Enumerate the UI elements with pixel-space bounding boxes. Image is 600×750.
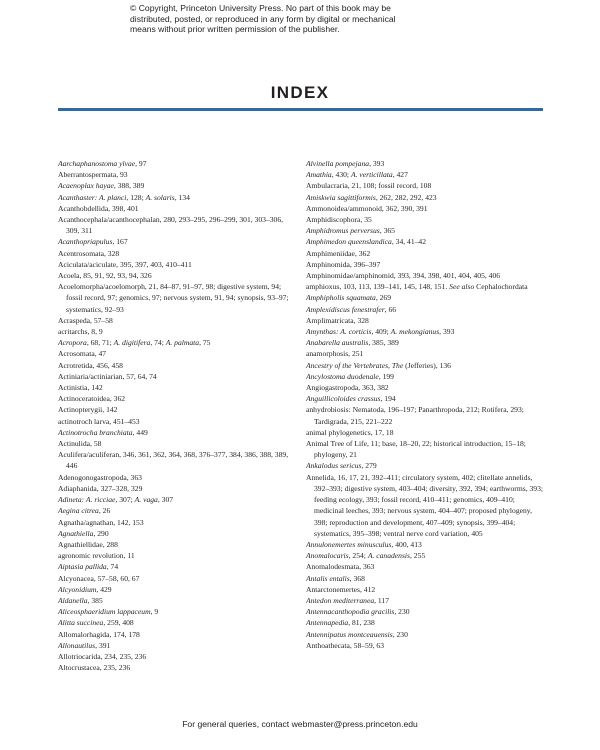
italic-term: A. verticillata	[350, 170, 393, 180]
index-entry	[58, 158, 296, 169]
index-entry	[306, 472, 544, 539]
entry-text: , 430;	[331, 170, 351, 180]
entry-text: Aciculata/aciculate, 395, 397, 403, 410–411	[58, 259, 192, 269]
italic-term: Antalis entalis	[306, 573, 350, 583]
index-entry	[58, 629, 296, 640]
italic-term: A. vaga	[134, 495, 158, 505]
index-entry	[306, 640, 544, 651]
index-entry	[306, 292, 544, 303]
index-column-left	[58, 158, 296, 673]
index-entry	[58, 595, 296, 606]
entry-text: Amphidiscophora, 35	[306, 215, 372, 225]
italic-term: Anomalocaris	[306, 551, 349, 561]
entry-text: Allomalorhagida, 174, 178	[58, 629, 140, 639]
index-entry	[306, 236, 544, 247]
italic-term: Aliceosphaeridium lappaceum	[58, 607, 151, 617]
entry-text: amphioxus, 103, 113, 139–141, 145, 148, 151.	[306, 282, 450, 292]
entry-text: , 262, 282, 292, 423	[375, 192, 437, 202]
index-entry	[306, 281, 544, 292]
entry-text: anamorphosis, 251	[306, 349, 364, 359]
entry-text: Anthoathecata, 58–59, 63	[306, 640, 385, 650]
index-entry	[58, 326, 296, 337]
entry-text: Angiogastropoda, 363, 382	[306, 383, 389, 393]
entry-text: agronomic revolution, 11	[58, 551, 135, 561]
entry-text: , 290	[93, 528, 109, 538]
entry-text: , 307	[157, 495, 174, 505]
index-entry	[306, 203, 544, 214]
index-entry	[58, 483, 296, 494]
italic-term: Alvinella pompejana	[306, 159, 370, 168]
entry-text: , 34, 41–42	[391, 237, 427, 247]
copyright-line: distributed, posted, or reproduced in any form by digital or mechanical	[130, 13, 396, 24]
entry-text: Actinulida, 58	[58, 439, 102, 449]
index-entry	[306, 315, 544, 326]
entry-text: , 74;	[150, 338, 166, 348]
index-entry	[58, 505, 296, 516]
entry-text: , 134	[174, 192, 190, 202]
entry-text: , 230	[392, 629, 408, 639]
italic-term: Aldanella	[58, 595, 88, 605]
entry-text: , 307;	[115, 495, 135, 505]
entry-text: Acanthocephala/acanthocephalan, 280, 293–295, 296–299, 301, 303–306, 309, 311	[58, 215, 284, 236]
italic-term: Alitta succinea	[58, 618, 104, 628]
index-entry	[58, 337, 296, 348]
entry-text: Agnathiellidae, 288	[58, 539, 118, 549]
index-entry	[306, 393, 544, 404]
index-entry	[58, 528, 296, 539]
italic-term: Amathia	[306, 170, 332, 180]
entry-text: , 199	[378, 371, 394, 381]
italic-term: Allonautilus	[58, 640, 96, 650]
index-entry	[58, 169, 296, 180]
italic-term: See also	[449, 282, 475, 292]
italic-term: Ankalodus sericus	[306, 461, 362, 471]
index-entry	[306, 214, 544, 225]
entry-text: Acrosomata, 47	[58, 349, 107, 359]
index-entry	[58, 584, 296, 595]
entry-text: Annelida, 16, 17, 21, 392–411; circulatory system, 402; clitellate annelids, 392–393; digestive system, 403–404; diversity, 392, 394; earthworms, 393; feeding ecology, 393; fossil record, 410–411; genomics, 409–410; medicinal leeches, 393; nervous system, 404–407; proposed phylogeny, 398; reproduction and development, 407–409; synopsis, 399–404; systematics, 395–398; ventral nerve cord variation, 405	[306, 472, 543, 538]
entry-text: Amplimatricata, 328	[306, 315, 369, 325]
index-column-right	[306, 158, 544, 651]
entry-text: , 365	[379, 226, 395, 236]
index-entry	[58, 662, 296, 673]
index-entry	[58, 393, 296, 404]
index-entry	[306, 371, 544, 382]
entry-text: Acoelomorpha/acoelomorph, 21, 84–87, 91–97, 98; digestive system, 94; fossil record, 97; genomics, 97; nervous system, 91, 94; synopsis, 93–97; systematics, 92–93	[58, 282, 289, 314]
index-entry	[58, 203, 296, 214]
entry-text: Animal Tree of Life, 11; base, 18–20, 22; historical introduction, 15–18; phylogeny, 21	[306, 439, 526, 460]
copyright-line: © Copyright, Princeton University Press. No part of this book may be	[130, 3, 391, 13]
entry-text: Amphinomida, 396–397	[306, 259, 381, 269]
entry-text: , 368	[349, 573, 365, 583]
entry-text: , 167	[112, 237, 128, 247]
index-entry	[58, 315, 296, 326]
entry-text: Agnatha/agnathan, 142, 153	[58, 517, 144, 527]
index-entry	[306, 304, 544, 315]
entry-text: , 194	[380, 394, 396, 404]
index-entry	[306, 573, 544, 584]
entry-text: Aberrantospermata, 93	[58, 170, 128, 180]
entry-text: acritarchs, 8, 9	[58, 327, 103, 337]
entry-text: (Jefferies), 136	[403, 360, 451, 370]
italic-term: Anabarella australis	[306, 338, 369, 348]
entry-text: , 26	[98, 506, 111, 516]
entry-text: , 409;	[371, 327, 391, 337]
index-entry	[58, 416, 296, 427]
entry-text: , 117	[374, 595, 390, 605]
entry-text: , 81, 238	[348, 618, 375, 628]
entry-text: Alcyonacea, 57–58, 60, 67	[58, 573, 140, 583]
entry-text: Anomalodesmata, 363	[306, 562, 375, 572]
entry-text: , 393	[369, 159, 385, 168]
entry-text: , 269	[375, 293, 392, 303]
index-entry	[306, 158, 544, 169]
entry-text: , 255	[410, 551, 426, 561]
index-entry	[58, 550, 296, 561]
index-entry	[306, 169, 544, 180]
entry-text: , 393	[439, 327, 455, 337]
italic-term: Amplexidiscus fenestrafer	[306, 304, 385, 314]
italic-term: Aarchaphanostoma ylvae	[58, 159, 136, 168]
entry-text: Acoela, 85, 91, 92, 93, 94, 326	[58, 271, 152, 281]
italic-term: Antennapedia	[306, 618, 349, 628]
italic-term: Acanthopriapulus	[58, 237, 113, 247]
italic-term: Amphidromus perversus	[306, 226, 380, 236]
entry-text: Acrotretida, 456, 458	[58, 360, 123, 370]
index-entry	[58, 427, 296, 438]
entry-text: animal phylogenetics, 17, 18	[306, 427, 394, 437]
entry-text: Amphimeniidae, 362	[306, 248, 371, 258]
entry-text: , 388, 389	[113, 181, 145, 191]
entry-text: , 400, 413	[391, 539, 422, 549]
index-entry	[306, 225, 544, 236]
index-entry	[306, 617, 544, 628]
index-entry	[58, 248, 296, 259]
title-rule	[58, 108, 543, 111]
entry-text: , 97	[135, 159, 147, 168]
entry-text: Adiaphanida, 327–328, 329	[58, 483, 143, 493]
index-entry	[58, 438, 296, 449]
entry-text: , 259, 408	[103, 618, 134, 628]
italic-term: A. palmata	[165, 338, 200, 348]
index-entry	[58, 561, 296, 572]
index-entry	[58, 449, 296, 471]
italic-term: Ancestry of the Vertebrates, The	[306, 360, 404, 370]
entry-text: , 74	[106, 562, 119, 572]
entry-text: , 429	[96, 584, 112, 594]
index-entry	[58, 606, 296, 617]
index-entry	[58, 404, 296, 415]
italic-term: A. mekongianus	[390, 327, 440, 337]
entry-text: , 254;	[348, 551, 368, 561]
entry-text: Aculifera/aculiferan, 346, 361, 362, 364, 368, 376–377, 384, 386, 388, 389, 446	[58, 450, 289, 471]
index-entry	[58, 180, 296, 191]
footer-contact: For general queries, contact webmaster@press.princeton.edu	[182, 719, 418, 729]
entry-text: Acanthobdellida, 398, 401	[58, 203, 139, 213]
index-entry	[58, 348, 296, 359]
index-entry	[306, 550, 544, 561]
entry-text: , 385, 389	[368, 338, 399, 348]
index-entry	[58, 259, 296, 270]
entry-text: Actinoceratoidea, 362	[58, 394, 126, 404]
italic-term: Antennipatus montceauensis	[306, 629, 393, 639]
entry-text: , 427	[392, 170, 408, 180]
index-entry	[58, 651, 296, 662]
index-entry	[306, 606, 544, 617]
entry-text: , 385	[87, 595, 103, 605]
italic-term: Amiskwia sagittiformis	[306, 192, 376, 202]
entry-text: Ambulacraria, 21, 108; fossil record, 108	[306, 181, 432, 191]
entry-text: Acentrosomata, 328	[58, 248, 120, 258]
index-entry	[58, 270, 296, 281]
italic-term: Annulonemertes minusculus	[306, 539, 392, 549]
entry-text: , 75	[199, 338, 211, 348]
entry-text: Cephalochordata	[474, 282, 528, 292]
entry-text: , 449	[132, 427, 148, 437]
italic-term: A. digitifera	[113, 338, 151, 348]
copyright-notice	[130, 3, 470, 35]
entry-text: Acraspeda, 57–58	[58, 315, 113, 325]
italic-term: Alcyonidium	[58, 584, 97, 594]
entry-text: , 128;	[126, 192, 146, 202]
italic-term: Anguillicoloides crassus	[306, 394, 381, 404]
italic-term: A. solaris	[145, 192, 175, 202]
italic-term: Amphimedon queenslandica	[306, 237, 392, 247]
entry-text: actinotroch larva, 451–453	[58, 416, 140, 426]
index-entry	[58, 573, 296, 584]
italic-term: Actinotrocha branchiata	[58, 427, 133, 437]
index-entry	[306, 460, 544, 471]
index-entry	[306, 539, 544, 550]
entry-text: Actinistia, 142	[58, 383, 103, 393]
index-entry	[58, 214, 296, 236]
italic-term: Aiptasia pallida	[58, 562, 107, 572]
entry-text: anhydrobiosis: Nematoda, 196–197; Panarthropoda, 212; Rotifera, 293; Tardigrada, 215, 221–222	[306, 405, 524, 426]
index-entry	[58, 494, 296, 505]
entry-text: , 66	[384, 304, 397, 314]
index-entry	[58, 371, 296, 382]
italic-term: Amphipholis squamata	[306, 293, 376, 303]
entry-text: Actiniaria/actiniarian, 57, 64, 74	[58, 371, 157, 381]
entry-text: Adenogonogastropoda, 363	[58, 472, 142, 482]
index-entry	[58, 382, 296, 393]
index-entry	[306, 404, 544, 426]
index-entry	[306, 561, 544, 572]
index-entry	[306, 180, 544, 191]
index-entry	[58, 192, 296, 203]
italic-term: A. canadensis	[367, 551, 410, 561]
index-entry	[306, 270, 544, 281]
index-entry	[306, 259, 544, 270]
entry-text: Antarctonemertes, 412	[306, 584, 376, 594]
copyright-line: means without prior written permission of the publisher.	[130, 24, 340, 34]
italic-term: Antedon mediterranea	[306, 595, 375, 605]
index-entry	[306, 584, 544, 595]
entry-text: , 68, 71;	[86, 338, 114, 348]
entry-text: Amphinomidae/amphinomid, 393, 394, 398, 401, 404, 405, 406	[306, 271, 501, 281]
italic-term: Acropora	[58, 338, 87, 348]
italic-term: Ancylostoma duodenale	[306, 371, 379, 381]
index-entry	[58, 360, 296, 371]
italic-term: Adineta: A. ricciae	[58, 495, 116, 505]
index-entry	[58, 517, 296, 528]
index-entry	[306, 382, 544, 393]
index-entry	[306, 348, 544, 359]
index-entry	[306, 248, 544, 259]
index-entry	[306, 360, 544, 371]
italic-term: Aegina citrea	[58, 506, 99, 516]
italic-term: Amynthas: A. corticis	[306, 327, 372, 337]
index-entry	[306, 438, 544, 460]
index-entry	[306, 595, 544, 606]
entry-text: , 391	[95, 640, 111, 650]
entry-text: , 279	[361, 461, 377, 471]
index-entry	[306, 427, 544, 438]
entry-text: Allotriocarida, 234, 235, 236	[58, 651, 147, 661]
entry-text: Altocrustacea, 235, 236	[58, 663, 131, 673]
entry-text: , 9	[150, 607, 159, 617]
index-entry	[58, 539, 296, 550]
italic-term: Antennacanthopodia gracilis	[306, 607, 395, 617]
entry-text: Ammonoidea/ammonoid, 362, 390, 391	[306, 203, 428, 213]
index-entry	[58, 640, 296, 651]
italic-term: Agnathiella	[58, 528, 94, 538]
index-entry	[58, 236, 296, 247]
index-entry	[306, 629, 544, 640]
index-entry	[58, 617, 296, 628]
index-entry	[58, 281, 296, 315]
entry-text: Actinopterygii, 142	[58, 405, 118, 415]
italic-term: Acanthaster: A. planci	[58, 192, 127, 202]
entry-text: , 230	[394, 607, 410, 617]
index-entry	[306, 326, 544, 337]
italic-term: Acaenoplax hayae	[58, 181, 114, 191]
index-entry	[306, 192, 544, 203]
index-entry	[58, 472, 296, 483]
page-title: INDEX	[270, 83, 330, 102]
index-entry	[306, 337, 544, 348]
